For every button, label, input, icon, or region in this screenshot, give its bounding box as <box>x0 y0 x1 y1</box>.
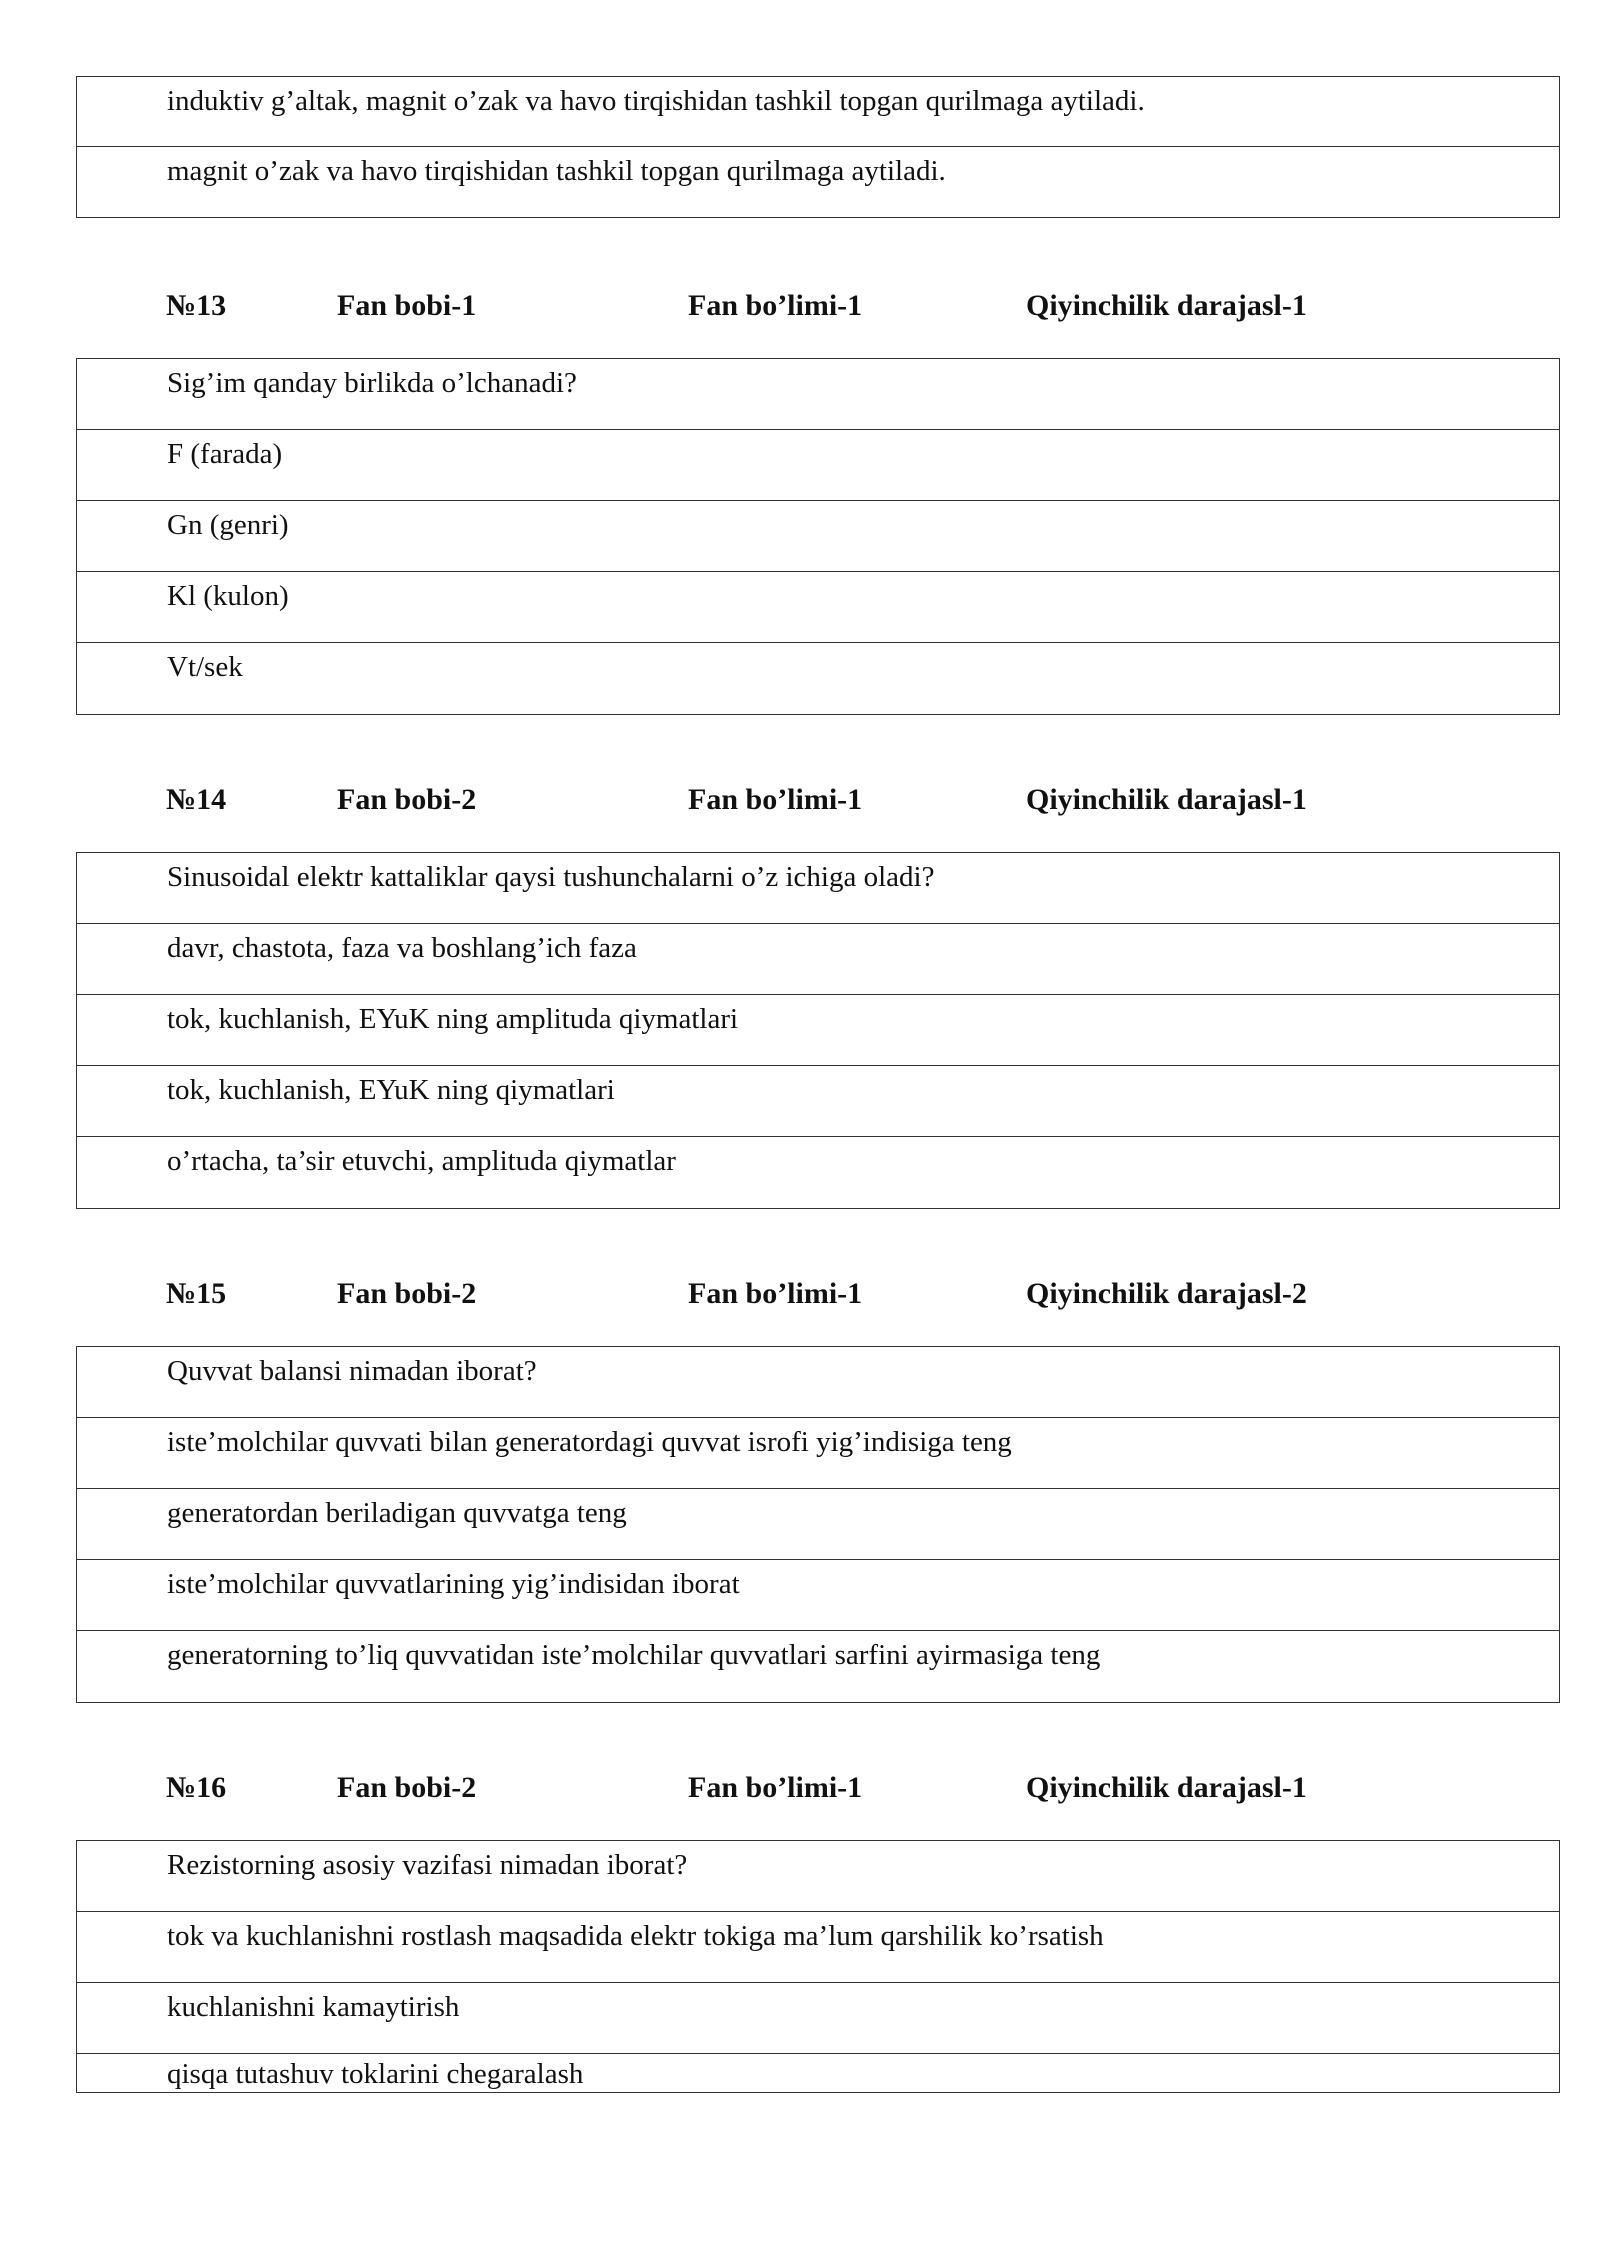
fan-bolimi-label: Fan bo’limi-1 <box>688 783 863 816</box>
answer-table-15 <box>76 1346 1560 1703</box>
answer-row <box>77 1560 1559 1631</box>
answer-text: iste’molchilar quvvatlarining yig’indisidan iborat <box>167 1568 740 1600</box>
question-row <box>77 1347 1559 1418</box>
fan-bobi-label: Fan bobi-2 <box>337 1771 477 1804</box>
difficulty-label: Qiyinchilik darajasl-2 <box>1026 1277 1307 1310</box>
answer-row <box>77 995 1559 1066</box>
question-header-14 <box>0 780 1600 820</box>
answer-text: induktiv g’altak, magnit o’zak va havo tirqishidan tashkil topgan qurilmaga aytiladi. <box>167 85 1145 117</box>
answer-row <box>77 77 1559 147</box>
question-header-16 <box>0 1768 1600 1808</box>
answer-text: o’rtacha, ta’sir etuvchi, amplituda qiymatlar <box>167 1145 676 1177</box>
answer-text: tok, kuchlanish, EYuK ning amplituda qiymatlari <box>167 1003 739 1035</box>
answer-row <box>77 501 1559 572</box>
answer-text: magnit o’zak va havo tirqishidan tashkil topgan qurilmaga aytiladi. <box>167 155 946 187</box>
answer-text: iste’molchilar quvvati bilan generatordagi quvvat isrofi yig’indisiga teng <box>167 1426 1012 1458</box>
answer-text: generatordan beriladigan quvvatga teng <box>167 1497 627 1529</box>
answer-text: davr, chastota, faza va boshlang’ich faza <box>167 932 637 964</box>
answer-row <box>77 2054 1559 2092</box>
answer-text: Gn (genri) <box>167 509 289 541</box>
question-number: №15 <box>166 1277 227 1310</box>
answer-table-16 <box>76 1840 1560 2093</box>
answer-text: tok va kuchlanishni rostlash maqsadida elektr tokiga ma’lum qarshilik ko’rsatish <box>167 1920 1104 1952</box>
answer-row <box>77 643 1559 714</box>
answer-row <box>77 430 1559 501</box>
question-text: Sinusoidal elektr kattaliklar qaysi tushunchalarni o’z ichiga oladi? <box>167 861 935 893</box>
answer-row <box>77 1912 1559 1983</box>
difficulty-label: Qiyinchilik darajasl-1 <box>1026 783 1307 816</box>
answer-row <box>77 1066 1559 1137</box>
answer-text: Vt/sek <box>167 651 243 683</box>
question-header-13 <box>0 286 1600 326</box>
answer-row <box>77 1631 1559 1702</box>
question-row <box>77 853 1559 924</box>
answer-text: generatorning to’liq quvvatidan iste’molchilar quvvatlari sarfini ayirmasiga teng <box>167 1639 1101 1671</box>
answer-row <box>77 924 1559 995</box>
question-header-15 <box>0 1274 1600 1314</box>
answer-text: Kl (kulon) <box>167 580 289 612</box>
answer-text: tok, kuchlanish, EYuK ning qiymatlari <box>167 1074 615 1106</box>
question-text: Sig’im qanday birlikda o’lchanadi? <box>167 367 577 399</box>
difficulty-label: Qiyinchilik darajasl-1 <box>1026 1771 1307 1804</box>
answer-row <box>77 147 1559 217</box>
question-number: №13 <box>166 289 227 322</box>
difficulty-label: Qiyinchilik darajasl-1 <box>1026 289 1307 322</box>
answer-table-top-fragment <box>76 76 1560 218</box>
question-row <box>77 1841 1559 1912</box>
answer-row <box>77 1418 1559 1489</box>
fan-bobi-label: Fan bobi-1 <box>337 289 477 322</box>
answer-row <box>77 1983 1559 2054</box>
question-text: Quvvat balansi nimadan iborat? <box>167 1355 537 1387</box>
question-number: №14 <box>166 783 227 816</box>
answer-row <box>77 1137 1559 1208</box>
answer-row <box>77 1489 1559 1560</box>
fan-bolimi-label: Fan bo’limi-1 <box>688 1277 863 1310</box>
fan-bolimi-label: Fan bo’limi-1 <box>688 1771 863 1804</box>
question-number: №16 <box>166 1771 227 1804</box>
fan-bobi-label: Fan bobi-2 <box>337 783 477 816</box>
answer-row <box>77 572 1559 643</box>
answer-text: F (farada) <box>167 438 283 470</box>
answer-table-14 <box>76 852 1560 1209</box>
fan-bobi-label: Fan bobi-2 <box>337 1277 477 1310</box>
answer-text: kuchlanishni kamaytirish <box>167 1991 460 2023</box>
answer-text: qisqa tutashuv toklarini chegaralash <box>167 2058 584 2090</box>
question-text: Rezistorning asosiy vazifasi nimadan iborat? <box>167 1849 688 1881</box>
question-row <box>77 359 1559 430</box>
answer-table-13 <box>76 358 1560 715</box>
fan-bolimi-label: Fan bo’limi-1 <box>688 289 863 322</box>
